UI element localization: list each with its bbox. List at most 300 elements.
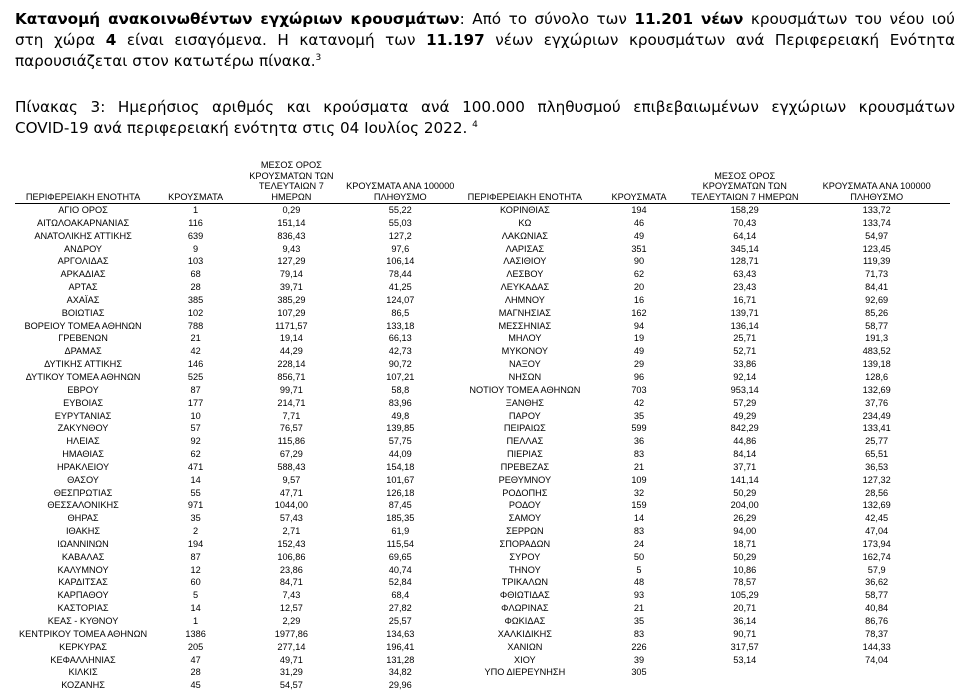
per100k-cell: 69,65 (343, 551, 458, 564)
table-row (15, 307, 950, 320)
cases-cell: 194 (592, 204, 686, 217)
cases-cell: 35 (592, 615, 686, 628)
avg-cell: 47,71 (240, 487, 343, 500)
per100k-cell: 25,57 (343, 615, 458, 628)
region-cell: ΜΗΛΟΥ (458, 332, 592, 345)
avg-cell: 9,43 (240, 243, 343, 256)
header-region-2: ΠΕΡΙΦΕΡΕΙΑΚΗ ΕΝΟΤΗΤΑ (458, 160, 592, 204)
avg-cell: 2,29 (240, 615, 343, 628)
region-cell: ΛΕΣΒΟΥ (458, 268, 592, 281)
table-row (15, 641, 950, 654)
per100k-cell: 42,73 (343, 345, 458, 358)
region-cell: ΛΗΜΝΟΥ (458, 294, 592, 307)
cases-cell: 1386 (151, 628, 240, 641)
per100k-cell: 49,8 (343, 410, 458, 423)
table-row (15, 410, 950, 423)
per100k-cell: 191,3 (803, 332, 950, 345)
avg-cell: 317,57 (686, 641, 803, 654)
region-cell: ΛΑΡΙΣΑΣ (458, 243, 592, 256)
cases-cell: 45 (151, 679, 240, 692)
region-cell: ΡΕΘΥΜΝΟΥ (458, 474, 592, 487)
cases-cell: 305 (592, 666, 686, 679)
avg-cell: 16,71 (686, 294, 803, 307)
per100k-cell: 54,97 (803, 230, 950, 243)
avg-cell: 64,14 (686, 230, 803, 243)
avg-cell: 99,71 (240, 384, 343, 397)
avg-cell: 856,71 (240, 371, 343, 384)
avg-cell: 385,29 (240, 294, 343, 307)
table-row (15, 435, 950, 448)
avg-cell: 214,71 (240, 397, 343, 410)
avg-cell: 105,29 (686, 589, 803, 602)
table-row (15, 679, 950, 692)
cases-cell: 35 (151, 512, 240, 525)
cases-cell: 14 (592, 512, 686, 525)
header-region: ΠΕΡΙΦΕΡΕΙΑΚΗ ΕΝΟΤΗΤΑ (15, 160, 151, 204)
intro-heading: Κατανομή ανακοινωθέντων εγχώριων κρουσμάτων (15, 10, 460, 28)
avg-cell: 152,43 (240, 538, 343, 551)
cases-cell: 351 (592, 243, 686, 256)
cases-cell: 50 (592, 551, 686, 564)
cases-cell: 55 (151, 487, 240, 500)
cases-cell: 109 (592, 474, 686, 487)
avg-cell: 1171,57 (240, 320, 343, 333)
avg-cell: 70,43 (686, 217, 803, 230)
region-cell: ΚΕΝΤΡΙΚΟΥ ΤΟΜΕΑ ΑΘΗΝΩΝ (15, 628, 151, 641)
cases-cell: 93 (592, 589, 686, 602)
table-row (15, 551, 950, 564)
per100k-cell: 139,85 (343, 422, 458, 435)
region-cell: ΕΥΡΥΤΑΝΙΑΣ (15, 410, 151, 423)
region-cell: ΞΑΝΘΗΣ (458, 397, 592, 410)
avg-cell: 19,14 (240, 332, 343, 345)
avg-cell: 106,86 (240, 551, 343, 564)
per100k-cell: 124,07 (343, 294, 458, 307)
table-row (15, 371, 950, 384)
avg-cell: 204,00 (686, 499, 803, 512)
table-row (15, 294, 950, 307)
cases-cell: 205 (151, 641, 240, 654)
region-cell: ΑΧΑΪΑΣ (15, 294, 151, 307)
per100k-cell: 185,35 (343, 512, 458, 525)
cases-cell: 162 (592, 307, 686, 320)
region-cell: ΘΕΣΠΡΩΤΙΑΣ (15, 487, 151, 500)
table-row (15, 564, 950, 577)
avg-cell: 67,29 (240, 448, 343, 461)
per100k-cell: 133,41 (803, 422, 950, 435)
avg-cell: 52,71 (686, 345, 803, 358)
table-row (15, 512, 950, 525)
avg-cell: 23,86 (240, 564, 343, 577)
per100k-cell: 66,13 (343, 332, 458, 345)
imported-cases: 4 (106, 31, 117, 49)
region-cell: ΧΑΛΚΙΔΙΚΗΣ (458, 628, 592, 641)
region-cell: ΚΩ (458, 217, 592, 230)
footnote-4: 4 (472, 120, 478, 130)
per100k-cell: 127,32 (803, 474, 950, 487)
region-cell: ΠΕΙΡΑΙΩΣ (458, 422, 592, 435)
table-row (15, 461, 950, 474)
caption-line-1: Πίνακας 3: Ημερήσιος αριθμός και κρούσματα ανά 100.000 πληθυσμού επιβεβαιωμένων εγχώριων κρουσμάτων (15, 97, 955, 118)
table-row (15, 332, 950, 345)
table-row (15, 255, 950, 268)
avg-cell: 10,86 (686, 564, 803, 577)
avg-cell: 44,86 (686, 435, 803, 448)
avg-cell (686, 666, 803, 679)
avg-cell: 31,29 (240, 666, 343, 679)
region-cell: ΗΡΑΚΛΕΙΟΥ (15, 461, 151, 474)
region-cell: ΠΑΡΟΥ (458, 410, 592, 423)
avg-cell: 57,43 (240, 512, 343, 525)
per100k-cell: 234,49 (803, 410, 950, 423)
table-row (15, 602, 950, 615)
cases-cell: 471 (151, 461, 240, 474)
region-cell: ΑΙΤΩΛΟΑΚΑΡΝΑΝΙΑΣ (15, 217, 151, 230)
region-cell: ΚΙΛΚΙΣ (15, 666, 151, 679)
avg-cell: 50,29 (686, 487, 803, 500)
cases-cell: 21 (592, 602, 686, 615)
cases-cell: 5 (592, 564, 686, 577)
avg-cell: 90,71 (686, 628, 803, 641)
avg-cell: 44,29 (240, 345, 343, 358)
region-cell: ΝΟΤΙΟΥ ΤΟΜΕΑ ΑΘΗΝΩΝ (458, 384, 592, 397)
cases-cell: 971 (151, 499, 240, 512)
cases-cell: 16 (592, 294, 686, 307)
per100k-cell: 58,77 (803, 320, 950, 333)
avg-cell: 37,71 (686, 461, 803, 474)
per100k-cell: 133,74 (803, 217, 950, 230)
avg-cell: 50,29 (686, 551, 803, 564)
per100k-cell: 47,04 (803, 525, 950, 538)
cases-cell: 20 (592, 281, 686, 294)
avg-cell: 84,71 (240, 576, 343, 589)
per100k-cell: 101,67 (343, 474, 458, 487)
cases-cell: 36 (592, 435, 686, 448)
per100k-cell: 134,63 (343, 628, 458, 641)
region-cell: ΜΑΓΝΗΣΙΑΣ (458, 307, 592, 320)
per100k-cell: 107,21 (343, 371, 458, 384)
region-cell: ΔΡΑΜΑΣ (15, 345, 151, 358)
cases-cell: 2 (151, 525, 240, 538)
table-row (15, 538, 950, 551)
cases-cell: 83 (592, 628, 686, 641)
per100k-cell: 127,2 (343, 230, 458, 243)
per100k-cell: 42,45 (803, 512, 950, 525)
avg-cell: 1044,00 (240, 499, 343, 512)
per100k-cell: 162,74 (803, 551, 950, 564)
avg-cell: 139,71 (686, 307, 803, 320)
cases-cell: 49 (592, 230, 686, 243)
per100k-cell: 44,09 (343, 448, 458, 461)
per100k-cell: 132,69 (803, 384, 950, 397)
table-row (15, 230, 950, 243)
per100k-cell: 29,96 (343, 679, 458, 692)
cases-table (15, 160, 950, 692)
per100k-cell: 97,6 (343, 243, 458, 256)
region-cell: ΤΡΙΚΑΛΩΝ (458, 576, 592, 589)
cases-cell (592, 679, 686, 692)
cases-cell: 94 (592, 320, 686, 333)
per100k-cell: 83,96 (343, 397, 458, 410)
cases-cell: 599 (592, 422, 686, 435)
per100k-cell: 86,5 (343, 307, 458, 320)
region-cell: ΒΟΡΕΙΟΥ ΤΟΜΕΑ ΑΘΗΝΩΝ (15, 320, 151, 333)
avg-cell: 94,00 (686, 525, 803, 538)
cases-cell: 57 (151, 422, 240, 435)
cases-cell: 83 (592, 448, 686, 461)
intro-paragraph (15, 9, 955, 72)
cases-cell: 39 (592, 654, 686, 667)
region-cell: ΗΜΑΘΙΑΣ (15, 448, 151, 461)
table-row (15, 499, 950, 512)
header-cases: ΚΡΟΥΣΜΑΤΑ (151, 160, 240, 204)
region-cell: ΦΘΙΩΤΙΔΑΣ (458, 589, 592, 602)
cases-cell: 48 (592, 576, 686, 589)
cases-cell: 146 (151, 358, 240, 371)
cases-cell: 24 (592, 538, 686, 551)
region-cell: ΣΑΜΟΥ (458, 512, 592, 525)
region-cell: ΠΕΛΛΑΣ (458, 435, 592, 448)
region-cell: ΝΑΞΟΥ (458, 358, 592, 371)
avg-cell: 277,14 (240, 641, 343, 654)
per100k-cell: 154,18 (343, 461, 458, 474)
avg-cell: 115,86 (240, 435, 343, 448)
cases-cell: 14 (151, 474, 240, 487)
per100k-cell: 55,03 (343, 217, 458, 230)
cases-cell: 83 (592, 525, 686, 538)
cases-cell: 103 (151, 255, 240, 268)
per100k-cell: 40,74 (343, 564, 458, 577)
per100k-cell: 36,53 (803, 461, 950, 474)
cases-cell: 177 (151, 397, 240, 410)
per100k-cell: 55,22 (343, 204, 458, 217)
avg-cell: 7,43 (240, 589, 343, 602)
table-row (15, 474, 950, 487)
per100k-cell: 115,54 (343, 538, 458, 551)
table-body (15, 204, 950, 692)
cases-cell: 21 (151, 332, 240, 345)
per100k-cell: 28,56 (803, 487, 950, 500)
intro-line-3: παρουσιάζεται στον κατωτέρω πίνακα.$^3$ (15, 51, 955, 72)
avg-cell: 953,14 (686, 384, 803, 397)
avg-cell: 53,14 (686, 654, 803, 667)
region-cell: ΦΩΚΙΔΑΣ (458, 615, 592, 628)
cases-cell: 35 (592, 410, 686, 423)
cases-cell: 87 (151, 384, 240, 397)
region-cell: ΘΑΣΟΥ (15, 474, 151, 487)
avg-cell: 79,14 (240, 268, 343, 281)
region-cell: ΚΑΡΠΑΘΟΥ (15, 589, 151, 602)
header-per100k-2: ΚΡΟΥΣΜΑΤΑ ΑΝΑ 100000 ΠΛΗΘΥΣΜΟ (803, 160, 950, 204)
region-cell: ΤΗΝΟΥ (458, 564, 592, 577)
avg-cell: 92,14 (686, 371, 803, 384)
region-cell: ΑΡΤΑΣ (15, 281, 151, 294)
cases-cell: 14 (151, 602, 240, 615)
per100k-cell: 85,26 (803, 307, 950, 320)
per100k-cell: 132,69 (803, 499, 950, 512)
table-row (15, 217, 950, 230)
cases-cell: 5 (151, 589, 240, 602)
region-cell: ΙΩΑΝΝΙΝΩΝ (15, 538, 151, 551)
cases-cell: 102 (151, 307, 240, 320)
cases-cell: 62 (592, 268, 686, 281)
table-row (15, 589, 950, 602)
table-row (15, 281, 950, 294)
region-cell: ΔΥΤΙΚΗΣ ΑΤΤΙΚΗΣ (15, 358, 151, 371)
region-cell: ΚΑΛΥΜΝΟΥ (15, 564, 151, 577)
cases-cell: 32 (592, 487, 686, 500)
per100k-cell: 36,62 (803, 576, 950, 589)
avg-cell: 23,43 (686, 281, 803, 294)
avg-cell: 842,29 (686, 422, 803, 435)
cases-cell: 788 (151, 320, 240, 333)
avg-cell: 2,71 (240, 525, 343, 538)
region-cell: ΛΑΣΙΘΙΟΥ (458, 255, 592, 268)
table-row (15, 358, 950, 371)
avg-cell: 25,71 (686, 332, 803, 345)
region-cell: ΑΝΑΤΟΛΙΚΗΣ ΑΤΤΙΚΗΣ (15, 230, 151, 243)
region-cell: ΜΕΣΣΗΝΙΑΣ (458, 320, 592, 333)
avg-cell: 345,14 (686, 243, 803, 256)
region-cell: ΖΑΚΥΝΘΟΥ (15, 422, 151, 435)
avg-cell: 588,43 (240, 461, 343, 474)
domestic-cases: 11.197 (426, 31, 485, 49)
per100k-cell: 126,18 (343, 487, 458, 500)
per100k-cell: 78,44 (343, 268, 458, 281)
per100k-cell: 57,9 (803, 564, 950, 577)
cases-cell: 159 (592, 499, 686, 512)
per100k-cell: 128,6 (803, 371, 950, 384)
region-cell: ΚΑΣΤΟΡΙΑΣ (15, 602, 151, 615)
header-avg: ΜΕΣΟΣ ΟΡΟΣ ΚΡΟΥΣΜΑΤΩΝ ΤΩΝ ΤΕΛΕΥΤΑΙΩΝ 7 ΗΜΕΡΩΝ (240, 160, 343, 204)
avg-cell: 0,29 (240, 204, 343, 217)
cases-cell: 87 (151, 551, 240, 564)
table-row (15, 422, 950, 435)
table-header-row (15, 160, 950, 204)
per100k-cell: 123,45 (803, 243, 950, 256)
cases-cell: 525 (151, 371, 240, 384)
per100k-cell: 173,94 (803, 538, 950, 551)
avg-cell: 141,14 (686, 474, 803, 487)
avg-cell: 128,71 (686, 255, 803, 268)
region-cell: ΣΠΟΡΑΔΩΝ (458, 538, 592, 551)
region-cell: ΚΕΡΚΥΡΑΣ (15, 641, 151, 654)
avg-cell: 49,71 (240, 654, 343, 667)
cases-cell: 639 (151, 230, 240, 243)
region-cell: ΘΕΣΣΑΛΟΝΙΚΗΣ (15, 499, 151, 512)
region-cell: ΠΡΕΒΕΖΑΣ (458, 461, 592, 474)
region-cell: ΥΠΟ ΔΙΕΡΕΥΝΗΣΗ (458, 666, 592, 679)
per100k-cell: 133,72 (803, 204, 950, 217)
table-row (15, 666, 950, 679)
cases-cell: 47 (151, 654, 240, 667)
avg-cell: 151,14 (240, 217, 343, 230)
avg-cell: 49,29 (686, 410, 803, 423)
region-cell (458, 679, 592, 692)
per100k-cell: 61,9 (343, 525, 458, 538)
region-cell: ΒΟΙΩΤΙΑΣ (15, 307, 151, 320)
region-cell: ΜΥΚΟΝΟΥ (458, 345, 592, 358)
cases-cell: 21 (592, 461, 686, 474)
avg-cell (686, 679, 803, 692)
per100k-cell: 65,51 (803, 448, 950, 461)
cases-cell: 42 (151, 345, 240, 358)
table-row (15, 345, 950, 358)
region-cell: ΡΟΔΟΠΗΣ (458, 487, 592, 500)
avg-cell: 107,29 (240, 307, 343, 320)
header-per100k: ΚΡΟΥΣΜΑΤΑ ΑΝΑ 100000 ΠΛΗΘΥΣΜΟ (343, 160, 458, 204)
avg-cell: 1977,86 (240, 628, 343, 641)
total-cases: 11.201 νέων (634, 10, 743, 28)
per100k-cell (803, 666, 950, 679)
cases-cell: 19 (592, 332, 686, 345)
intro-line-1: Κατανομή ανακοινωθέντων εγχώριων κρουσμάτων: Από το σύνολο των 11.201 νέων κρουσμάτων του νέου ιού (15, 9, 955, 30)
region-cell: ΧΑΝΙΩΝ (458, 641, 592, 654)
avg-cell: 136,14 (686, 320, 803, 333)
cases-cell: 9 (151, 243, 240, 256)
avg-cell: 26,29 (686, 512, 803, 525)
cases-cell: 60 (151, 576, 240, 589)
region-cell: ΚΟΡΙΝΘΙΑΣ (458, 204, 592, 217)
per100k-cell: 37,76 (803, 397, 950, 410)
cases-cell: 10 (151, 410, 240, 423)
per100k-cell: 27,82 (343, 602, 458, 615)
table-row (15, 397, 950, 410)
intro-line-2: στη χώρα 4 είναι εισαγόμενα. Η κατανομή των 11.197 νέων εγχώριων κρουσμάτων ανά Περιφερειακή Ενότητα (15, 30, 955, 51)
cases-cell: 42 (592, 397, 686, 410)
avg-cell: 39,71 (240, 281, 343, 294)
cases-cell: 1 (151, 204, 240, 217)
region-cell: ΚΑΒΑΛΑΣ (15, 551, 151, 564)
avg-cell: 158,29 (686, 204, 803, 217)
per100k-cell: 58,77 (803, 589, 950, 602)
region-cell: ΠΙΕΡΙΑΣ (458, 448, 592, 461)
per100k-cell: 68,4 (343, 589, 458, 602)
cases-cell: 90 (592, 255, 686, 268)
per100k-cell: 90,72 (343, 358, 458, 371)
per100k-cell: 106,14 (343, 255, 458, 268)
region-cell: ΑΡΓΟΛΙΔΑΣ (15, 255, 151, 268)
per100k-cell: 87,45 (343, 499, 458, 512)
cases-cell: 1 (151, 615, 240, 628)
table-row (15, 654, 950, 667)
table-row (15, 384, 950, 397)
per100k-cell: 131,28 (343, 654, 458, 667)
cases-cell: 385 (151, 294, 240, 307)
avg-cell: 84,14 (686, 448, 803, 461)
region-cell: ΛΑΚΩΝΙΑΣ (458, 230, 592, 243)
region-cell: ΝΗΣΩΝ (458, 371, 592, 384)
table-row (15, 487, 950, 500)
per100k-cell: 139,18 (803, 358, 950, 371)
per100k-cell: 483,52 (803, 345, 950, 358)
region-cell: ΕΒΡΟΥ (15, 384, 151, 397)
table-row (15, 615, 950, 628)
header-avg-2: ΜΕΣΟΣ ΟΡΟΣ ΚΡΟΥΣΜΑΤΩΝ ΤΩΝ ΤΕΛΕΥΤΑΙΩΝ 7 ΗΜΕΡΩΝ (686, 160, 803, 204)
avg-cell: 12,57 (240, 602, 343, 615)
per100k-cell: 57,75 (343, 435, 458, 448)
cases-cell: 29 (592, 358, 686, 371)
cases-cell: 68 (151, 268, 240, 281)
region-cell: ΣΥΡΟΥ (458, 551, 592, 564)
per100k-cell: 40,84 (803, 602, 950, 615)
region-cell: ΔΥΤΙΚΟΥ ΤΟΜΕΑ ΑΘΗΝΩΝ (15, 371, 151, 384)
table-row (15, 628, 950, 641)
region-cell: ΓΡΕΒΕΝΩΝ (15, 332, 151, 345)
avg-cell: 127,29 (240, 255, 343, 268)
avg-cell: 36,14 (686, 615, 803, 628)
avg-cell: 33,86 (686, 358, 803, 371)
